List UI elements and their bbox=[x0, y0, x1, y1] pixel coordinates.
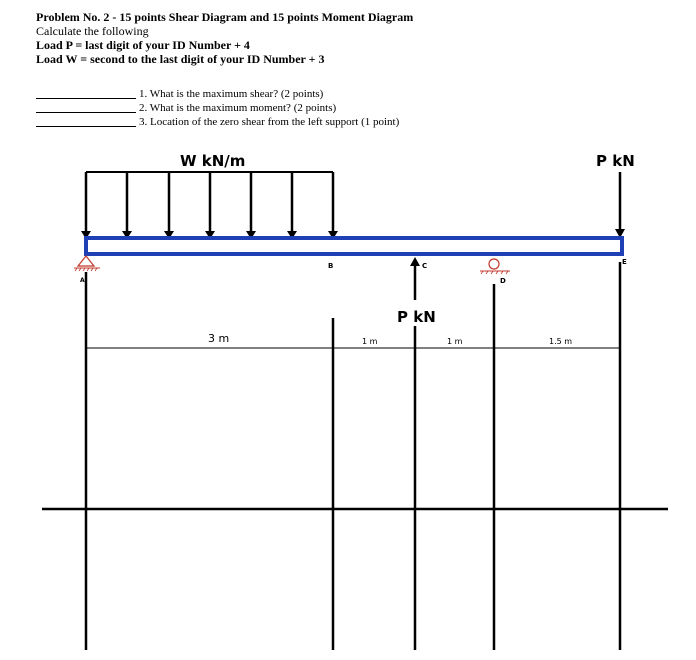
right-load-label: P kN bbox=[596, 152, 635, 170]
point-c-label: C bbox=[422, 262, 428, 270]
right-point-load bbox=[615, 172, 625, 238]
dim-de: 1.5 m bbox=[549, 337, 573, 346]
question-3: 3. Location of the zero shear from the left support (1 point) bbox=[139, 116, 400, 128]
beam bbox=[86, 238, 622, 254]
reference-lines bbox=[86, 262, 620, 650]
pin-support-a bbox=[74, 256, 100, 271]
instruction-text: Calculate the following bbox=[36, 24, 149, 38]
dim-ab: 3 m bbox=[208, 332, 230, 345]
dim-bc: 1 m bbox=[362, 337, 378, 346]
point-d-label: D bbox=[500, 277, 506, 285]
question-2: 2. What is the maximum moment? (2 points) bbox=[139, 102, 337, 114]
point-b-label: B bbox=[328, 262, 334, 270]
upward-point-load bbox=[410, 257, 420, 300]
problem-title: Problem No. 2 - 15 points Shear Diagram and 15 points Moment Diagram bbox=[36, 10, 414, 24]
distributed-load-label: W kN/m bbox=[180, 152, 246, 170]
point-a-label: A bbox=[80, 277, 85, 284]
upward-load-label: P kN bbox=[397, 308, 436, 326]
roller-support-d bbox=[480, 259, 510, 274]
question-1: 1. What is the maximum shear? (2 points) bbox=[139, 88, 324, 100]
dim-cd: 1 m bbox=[447, 337, 463, 346]
distributed-load bbox=[81, 172, 338, 239]
load-p-text: Load P = last digit of your ID Number + 4 bbox=[36, 38, 250, 52]
point-e-label: E bbox=[622, 258, 627, 266]
load-w-text: Load W = second to the last digit of your ID Number + 3 bbox=[36, 52, 325, 66]
